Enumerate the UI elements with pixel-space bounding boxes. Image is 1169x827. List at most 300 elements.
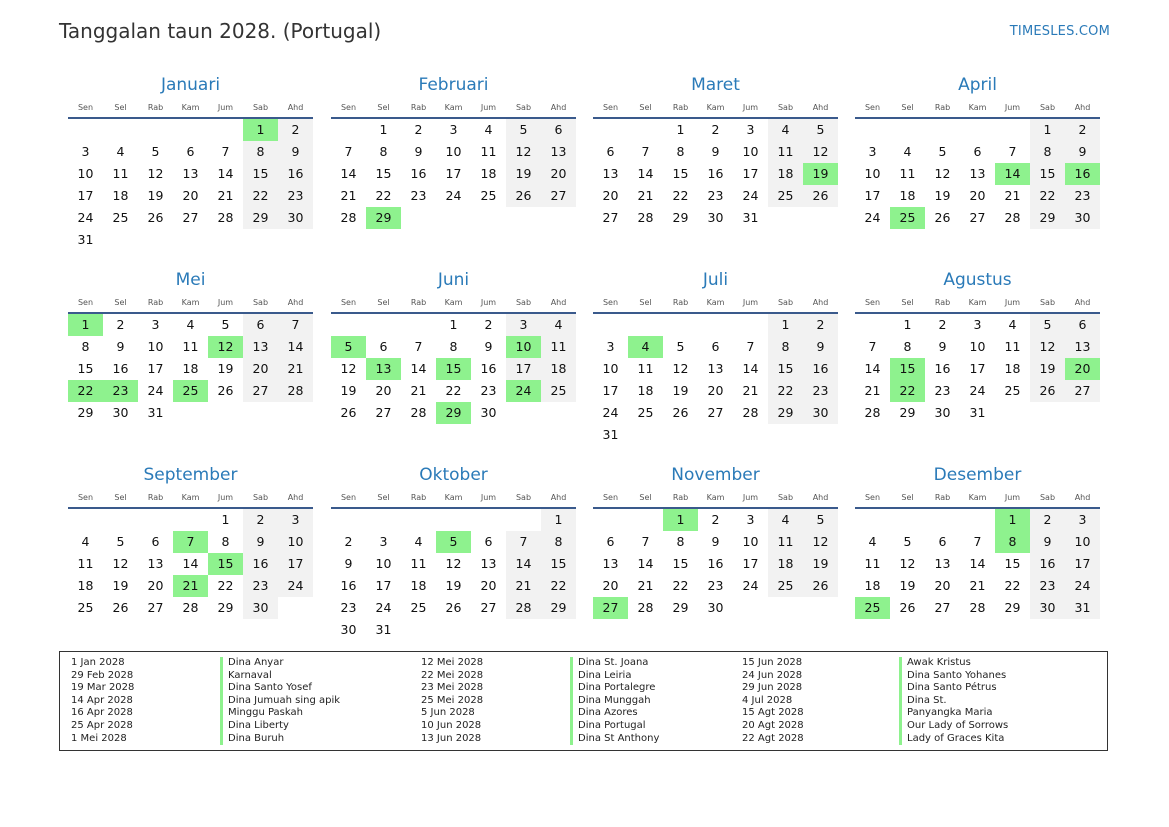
day-cell: 27: [243, 380, 278, 402]
weekday-label: Sen: [602, 493, 619, 502]
day-cell: 4: [1008, 317, 1017, 332]
day-cell: 11: [864, 556, 881, 571]
weekday-label: Sel: [114, 493, 127, 502]
day-cell: 13: [602, 166, 619, 181]
month-name: April: [958, 75, 997, 95]
legend-names-col-3: [899, 657, 1008, 745]
day-cell: 25: [768, 185, 803, 207]
day-cell: 2: [344, 534, 353, 549]
day-cell: 9: [938, 339, 947, 354]
day-cell: 25: [637, 405, 654, 420]
day-cell: 19: [340, 383, 357, 398]
day-cell: 1: [221, 512, 230, 527]
day-cell: 16: [1030, 553, 1065, 575]
weekday-label: Sel: [377, 298, 390, 307]
weekday-label: Sab: [515, 298, 532, 307]
legend-holiday-name: Dina Santo Yohanes: [899, 670, 1008, 683]
holiday-day-cell: 22: [890, 380, 925, 402]
day-cell: 12: [672, 361, 689, 376]
weekday-label: Sen: [864, 493, 881, 502]
day-cell: 13: [480, 556, 497, 571]
month-name: Oktober: [419, 465, 488, 485]
legend-date: 13 Jun 2028: [421, 732, 482, 744]
day-cell: 16: [707, 556, 724, 571]
day-cell: 10: [1065, 531, 1100, 553]
legend-holiday-name: Our Lady of Sorrows: [899, 720, 1008, 733]
day-cell: 9: [1030, 531, 1065, 553]
weekday-label: Kam: [968, 493, 987, 502]
day-cell: 21: [410, 383, 427, 398]
day-cell: 8: [541, 531, 576, 553]
day-cell: 30: [243, 597, 278, 619]
day-cell: 28: [182, 600, 199, 615]
holiday-day-cell: 15: [208, 553, 243, 575]
day-cell: 6: [541, 119, 576, 141]
day-cell: 10: [445, 144, 462, 159]
day-cell: 23: [278, 185, 313, 207]
weekday-label: Rab: [934, 103, 951, 112]
day-cell: 30: [803, 402, 838, 424]
day-cell: 19: [112, 578, 129, 593]
day-cell: 25: [768, 575, 803, 597]
day-cell: 16: [480, 361, 497, 376]
day-cell: 12: [1030, 336, 1065, 358]
day-cell: 5: [803, 509, 838, 531]
weekday-label: Rab: [934, 298, 951, 307]
day-cell: 17: [602, 383, 619, 398]
day-cell: 9: [278, 141, 313, 163]
day-cell: 7: [746, 339, 755, 354]
day-cell: 6: [186, 144, 195, 159]
day-cell: 26: [803, 185, 838, 207]
weekday-label: Sab: [515, 493, 532, 502]
day-cell: 3: [151, 317, 160, 332]
weekday-label: Rab: [410, 493, 427, 502]
day-cell: 17: [445, 166, 462, 181]
day-cell: 7: [641, 534, 650, 549]
weekday-label: Jum: [742, 298, 759, 307]
day-cell: 18: [410, 578, 427, 593]
day-cell: 15: [541, 553, 576, 575]
month-name: Desember: [933, 465, 1022, 485]
weekday-label: Kam: [706, 298, 725, 307]
day-cell: 3: [606, 339, 615, 354]
day-cell: 29: [243, 207, 278, 229]
weekday-label: Sab: [777, 493, 794, 502]
day-cell: 13: [541, 141, 576, 163]
weekday-label: Kam: [444, 298, 463, 307]
day-cell: 27: [969, 210, 986, 225]
day-cell: 12: [803, 531, 838, 553]
day-cell: 28: [742, 405, 759, 420]
day-cell: 17: [969, 361, 986, 376]
month-name: Juni: [437, 270, 470, 290]
day-cell: 15: [672, 166, 689, 181]
day-cell: 27: [480, 600, 497, 615]
day-cell: 15: [1030, 163, 1065, 185]
day-cell: 17: [77, 188, 94, 203]
weekday-label: Sab: [252, 298, 269, 307]
day-cell: 13: [707, 361, 724, 376]
day-cell: 24: [147, 383, 164, 398]
weekday-label: Rab: [410, 298, 427, 307]
legend-date: 12 Mei 2028: [421, 657, 484, 668]
weekday-label: Rab: [147, 103, 164, 112]
weekday-label: Sel: [114, 298, 127, 307]
month-name: Februari: [418, 75, 489, 95]
weekday-label: Sab: [1039, 103, 1056, 112]
legend-names-col-1: [220, 657, 340, 745]
day-cell: 8: [81, 339, 90, 354]
day-cell: 22: [1030, 185, 1065, 207]
weekday-label: Sel: [114, 103, 127, 112]
day-cell: 15: [77, 361, 94, 376]
day-cell: 26: [340, 405, 357, 420]
day-cell: 28: [1004, 210, 1021, 225]
weekday-label: Sel: [639, 103, 652, 112]
day-cell: 8: [449, 339, 458, 354]
day-cell: 5: [803, 119, 838, 141]
legend-holiday-name: Dina St Anthony: [570, 733, 659, 746]
day-cell: 25: [112, 210, 129, 225]
day-cell: 28: [217, 210, 234, 225]
day-cell: 7: [414, 339, 423, 354]
day-cell: 23: [707, 188, 724, 203]
day-cell: 14: [278, 336, 313, 358]
day-cell: 1: [379, 122, 388, 137]
weekday-label: Jum: [1004, 298, 1021, 307]
day-cell: 20: [707, 383, 724, 398]
day-cell: 20: [541, 163, 576, 185]
day-cell: 9: [414, 144, 423, 159]
holiday-day-cell: 10: [506, 336, 541, 358]
holiday-day-cell: 15: [890, 358, 925, 380]
day-cell: 22: [768, 380, 803, 402]
day-cell: 20: [243, 358, 278, 380]
weekday-label: Jum: [480, 493, 497, 502]
holiday-day-cell: 27: [593, 597, 628, 619]
weekday-label: Jum: [742, 103, 759, 112]
weekday-label: Kam: [444, 493, 463, 502]
day-cell: 23: [1030, 575, 1065, 597]
day-cell: 16: [410, 166, 427, 181]
day-cell: 12: [803, 141, 838, 163]
day-cell: 27: [541, 185, 576, 207]
day-cell: 3: [506, 314, 541, 336]
legend-holiday-name: Dina St. Joana: [570, 657, 659, 670]
day-cell: 19: [506, 163, 541, 185]
legend-holiday-name: Karnaval: [220, 670, 340, 683]
day-cell: 9: [1065, 141, 1100, 163]
day-cell: 16: [707, 166, 724, 181]
holiday-legend: [59, 651, 1108, 751]
legend-holiday-name: Dina Santo Pétrus: [899, 682, 1008, 695]
day-cell: 10: [969, 339, 986, 354]
day-cell: 2: [484, 317, 493, 332]
legend-date: 10 Jun 2028: [421, 719, 482, 731]
weekday-label: Sab: [252, 103, 269, 112]
day-cell: 29: [1004, 600, 1021, 615]
day-cell: 4: [868, 534, 877, 549]
day-cell: 17: [864, 188, 881, 203]
day-cell: 16: [934, 361, 951, 376]
day-cell: 3: [81, 144, 90, 159]
brand-link[interactable]: TIMESLES.COM: [1009, 24, 1110, 39]
legend-holiday-name: Dina Leiria: [570, 670, 659, 683]
day-cell: 29: [768, 402, 803, 424]
day-cell: 4: [541, 314, 576, 336]
weekday-label: Sab: [252, 493, 269, 502]
holiday-day-cell: 15: [436, 358, 471, 380]
weekday-label: Kam: [968, 103, 987, 112]
holiday-day-cell: 25: [855, 597, 890, 619]
legend-holiday-name: Dina Liberty: [220, 720, 340, 733]
day-cell: 20: [182, 188, 199, 203]
day-cell: 19: [1030, 358, 1065, 380]
day-cell: 26: [672, 405, 689, 420]
month-divider: [331, 507, 576, 509]
holiday-day-cell: 5: [331, 336, 366, 358]
day-cell: 30: [340, 622, 357, 637]
holiday-day-cell: 7: [173, 531, 208, 553]
day-cell: 3: [868, 144, 877, 159]
day-cell: 14: [637, 556, 654, 571]
day-cell: 14: [217, 166, 234, 181]
day-cell: 21: [1004, 188, 1021, 203]
day-cell: 15: [243, 163, 278, 185]
day-cell: 7: [278, 314, 313, 336]
day-cell: 14: [969, 556, 986, 571]
day-cell: 10: [602, 361, 619, 376]
day-cell: 6: [938, 534, 947, 549]
day-cell: 10: [742, 144, 759, 159]
legend-date: 16 Apr 2028: [71, 707, 133, 719]
legend-holiday-name: Dina Anyar: [220, 657, 340, 670]
weekday-label: Rab: [147, 493, 164, 502]
day-cell: 3: [278, 509, 313, 531]
day-cell: 3: [1065, 509, 1100, 531]
day-cell: 20: [147, 578, 164, 593]
day-cell: 11: [899, 166, 916, 181]
legend-date: 25 Mei 2028: [421, 694, 484, 706]
weekday-label: Jum: [480, 103, 497, 112]
weekday-label: Ahd: [550, 103, 567, 112]
day-cell: 7: [344, 144, 353, 159]
day-cell: 28: [506, 597, 541, 619]
day-cell: 3: [746, 122, 755, 137]
holiday-day-cell: 13: [366, 358, 401, 380]
day-cell: 19: [445, 578, 462, 593]
weekday-label: Sab: [1039, 298, 1056, 307]
day-cell: 26: [147, 210, 164, 225]
day-cell: 11: [1004, 339, 1021, 354]
day-cell: 12: [147, 166, 164, 181]
day-cell: 3: [379, 534, 388, 549]
day-cell: 11: [480, 144, 497, 159]
holiday-day-cell: 16: [1065, 163, 1100, 185]
weekday-label: Sab: [1039, 493, 1056, 502]
day-cell: 5: [506, 119, 541, 141]
day-cell: 18: [768, 553, 803, 575]
day-cell: 22: [672, 188, 689, 203]
day-cell: 11: [768, 531, 803, 553]
weekday-label: Kam: [181, 298, 200, 307]
day-cell: 1: [541, 509, 576, 531]
weekday-label: Kam: [968, 298, 987, 307]
day-cell: 29: [1030, 207, 1065, 229]
day-cell: 28: [864, 405, 881, 420]
weekday-label: Sab: [515, 103, 532, 112]
day-cell: 2: [243, 509, 278, 531]
holiday-day-cell: 14: [995, 163, 1030, 185]
weekday-label: Sel: [639, 493, 652, 502]
day-cell: 27: [182, 210, 199, 225]
weekday-label: Sel: [901, 493, 914, 502]
day-cell: 12: [340, 361, 357, 376]
day-cell: 5: [221, 317, 230, 332]
day-cell: 6: [151, 534, 160, 549]
day-cell: 13: [243, 336, 278, 358]
holiday-day-cell: 22: [68, 380, 103, 402]
day-cell: 26: [803, 575, 838, 597]
day-cell: 23: [410, 188, 427, 203]
day-cell: 8: [676, 144, 685, 159]
day-cell: 28: [969, 600, 986, 615]
day-cell: 28: [410, 405, 427, 420]
holiday-day-cell: 8: [995, 531, 1030, 553]
day-cell: 23: [340, 600, 357, 615]
holiday-day-cell: 1: [995, 509, 1030, 531]
day-cell: 18: [182, 361, 199, 376]
day-cell: 7: [1008, 144, 1017, 159]
day-cell: 10: [147, 339, 164, 354]
weekday-label: Sen: [864, 103, 881, 112]
month-name: Juli: [702, 270, 729, 290]
day-cell: 15: [672, 556, 689, 571]
day-cell: 15: [1004, 556, 1021, 571]
day-cell: 3: [973, 317, 982, 332]
month-name: November: [671, 465, 760, 485]
day-cell: 21: [217, 188, 234, 203]
day-cell: 26: [934, 210, 951, 225]
legend-date: 1 Mei 2028: [71, 732, 127, 744]
day-cell: 17: [375, 578, 392, 593]
day-cell: 4: [768, 119, 803, 141]
holiday-day-cell: 21: [173, 575, 208, 597]
day-cell: 5: [1030, 314, 1065, 336]
day-cell: 11: [541, 336, 576, 358]
weekday-label: Sen: [602, 298, 619, 307]
day-cell: 10: [864, 166, 881, 181]
legend-holiday-name: Dina Buruh: [220, 733, 340, 746]
weekday-label: Sel: [901, 298, 914, 307]
day-cell: 25: [1004, 383, 1021, 398]
day-cell: 27: [1065, 380, 1100, 402]
day-cell: 6: [243, 314, 278, 336]
day-cell: 26: [1030, 380, 1065, 402]
day-cell: 12: [506, 141, 541, 163]
day-cell: 8: [379, 144, 388, 159]
holiday-day-cell: 23: [103, 380, 138, 402]
day-cell: 15: [375, 166, 392, 181]
day-cell: 4: [81, 534, 90, 549]
day-cell: 18: [541, 358, 576, 380]
day-cell: 30: [112, 405, 129, 420]
day-cell: 12: [112, 556, 129, 571]
day-cell: 6: [606, 144, 615, 159]
weekday-label: Rab: [672, 298, 689, 307]
day-cell: 18: [1004, 361, 1021, 376]
weekday-label: Jum: [217, 103, 234, 112]
weekday-label: Kam: [181, 493, 200, 502]
day-cell: 20: [375, 383, 392, 398]
day-cell: 7: [221, 144, 230, 159]
day-cell: 24: [602, 405, 619, 420]
day-cell: 26: [217, 383, 234, 398]
day-cell: 2: [116, 317, 125, 332]
weekday-label: Ahd: [550, 298, 567, 307]
holiday-day-cell: 1: [68, 314, 103, 336]
legend-holiday-name: Dina Jumuah sing apik: [220, 695, 340, 708]
holiday-day-cell: 24: [506, 380, 541, 402]
day-cell: 27: [375, 405, 392, 420]
day-cell: 6: [711, 339, 720, 354]
day-cell: 12: [934, 166, 951, 181]
day-cell: 19: [147, 188, 164, 203]
day-cell: 18: [480, 166, 497, 181]
day-cell: 13: [969, 166, 986, 181]
day-cell: 8: [243, 141, 278, 163]
day-cell: 27: [147, 600, 164, 615]
day-cell: 11: [182, 339, 199, 354]
legend-holiday-name: Dina St.: [899, 695, 1008, 708]
day-cell: 1: [903, 317, 912, 332]
day-cell: 16: [803, 358, 838, 380]
day-cell: 31: [602, 427, 619, 442]
day-cell: 16: [278, 163, 313, 185]
holiday-day-cell: 29: [366, 207, 401, 229]
day-cell: 17: [1065, 553, 1100, 575]
day-cell: 1: [676, 122, 685, 137]
day-cell: 30: [278, 207, 313, 229]
weekday-label: Sen: [602, 103, 619, 112]
month-name: Mei: [175, 270, 206, 290]
day-cell: 9: [116, 339, 125, 354]
day-cell: 10: [77, 166, 94, 181]
day-cell: 18: [768, 163, 803, 185]
legend-date: 22 Mei 2028: [421, 669, 484, 681]
weekday-label: Sen: [864, 298, 881, 307]
day-cell: 2: [803, 314, 838, 336]
legend-date: 19 Mar 2028: [71, 682, 135, 694]
day-cell: 23: [243, 575, 278, 597]
day-cell: 13: [147, 556, 164, 571]
day-cell: 21: [637, 578, 654, 593]
day-cell: 25: [410, 600, 427, 615]
day-cell: 25: [77, 600, 94, 615]
day-cell: 19: [672, 383, 689, 398]
day-cell: 14: [506, 553, 541, 575]
legend-holiday-name: Panyangka Maria: [899, 707, 1008, 720]
day-cell: 24: [1065, 575, 1100, 597]
day-cell: 31: [147, 405, 164, 420]
day-cell: 23: [803, 380, 838, 402]
day-cell: 17: [506, 358, 541, 380]
day-cell: 10: [742, 534, 759, 549]
weekday-label: Ahd: [812, 103, 829, 112]
weekday-label: Jum: [480, 298, 497, 307]
legend-dates-col-2: [421, 657, 483, 745]
